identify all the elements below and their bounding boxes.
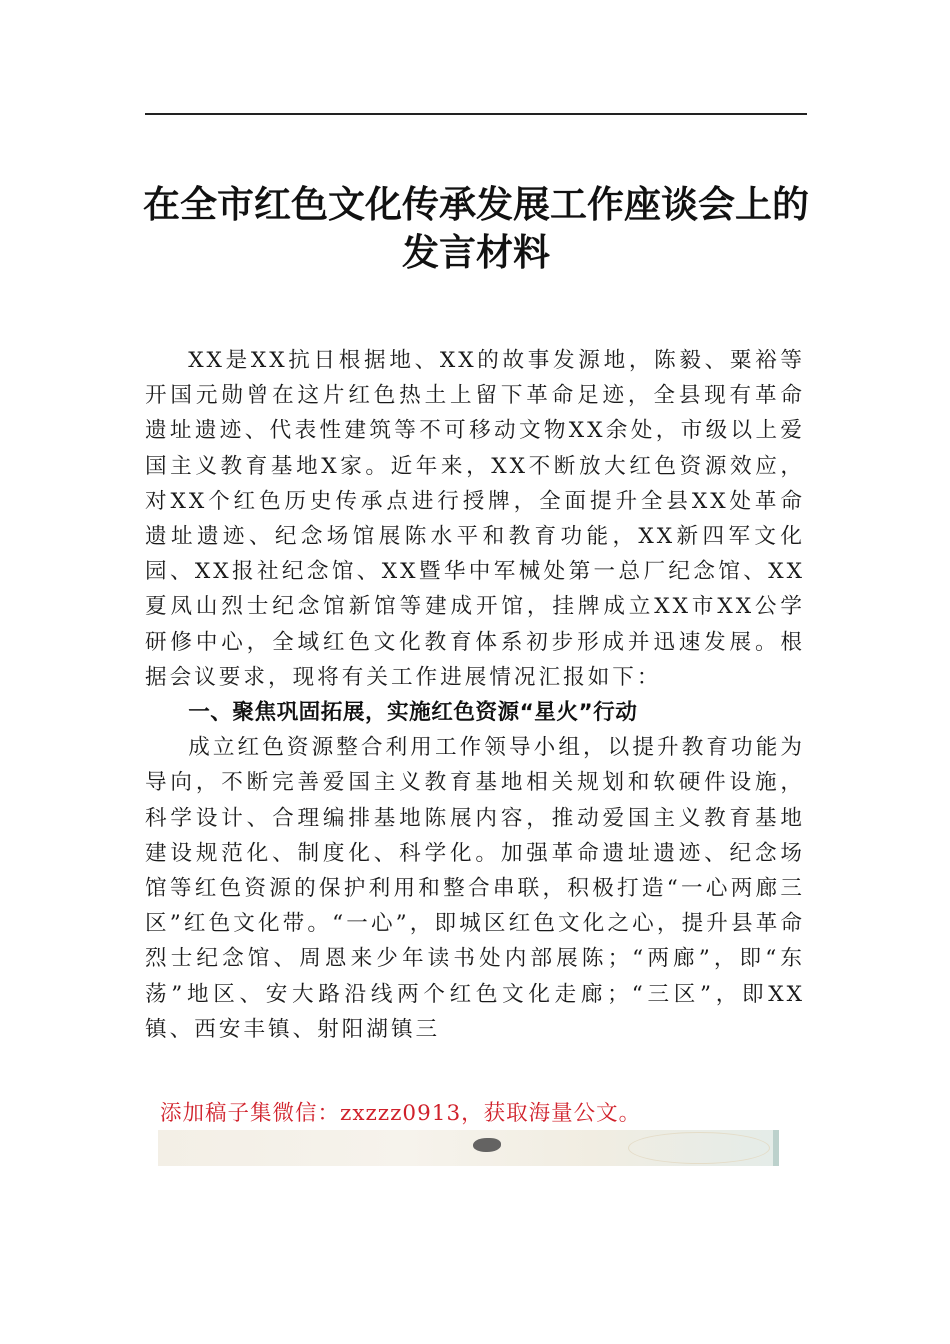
decorative-banner-image — [158, 1130, 779, 1166]
document-title-line1: 在全市红色文化传承发展工作座谈会上的 — [143, 182, 809, 226]
document-body — [145, 343, 805, 1047]
promo-text: 添加稿子集微信：zxzzz0913，获取海量公文。 — [160, 1101, 642, 1126]
intro-paragraph: XX是XX抗日根据地、XX的故事发源地，陈毅、粟裕等开国元勋曾在这片红色热土上留下革命足迹，全县现有革命遗址遗迹、代表性建筑等不可移动文物XX余处，市级以上爱国主义教育基地X家。近年来，XX不断放大红色资源效应，对XX个红色历史传承点进行授牌，全面提升全县XX处革命遗址遗迹、纪念场馆展陈水平和教育功能，XX新四军文化园、XX报社纪念馆、XX暨华中军械处第一总厂纪念馆、XX夏凤山烈士纪念馆新馆等建成开馆，挂牌成立XX市XX公学研修中心，全域红色文化教育体系初步形成并迅速发展。根据会议要求，现将有关工作进展情况汇报如下： — [145, 348, 805, 690]
section-1-paragraph: 成立红色资源整合利用工作领导小组，以提升教育功能为导向，不断完善爱国主义教育基地相关规划和软硬件设施，科学设计、合理编排基地陈展内容，推动爱国主义教育基地建设规范化、制度化、科学化。加强革命遗址遗迹、纪念场馆等红色资源的保护利用和整合串联，积极打造“一心两廊三区”红色文化带。“一心”，即城区红色文化之心，提升县革命烈士纪念馆、周恩来少年读书处内部展陈；“两廊”，即“东荡”地区、安大路沿线两个红色文化走廊；“三区”，即XX镇、西安丰镇、射阳湖镇三 — [145, 735, 805, 1042]
document-title-line2: 发言材料 — [402, 230, 550, 274]
header-rule — [145, 113, 807, 115]
section-heading-1: 一、聚焦巩固拓展，实施红色资源“星火”行动 — [188, 700, 638, 726]
banner-ink-mark — [473, 1138, 501, 1152]
banner-edge — [773, 1130, 779, 1166]
banner-curve-decoration — [628, 1132, 770, 1164]
